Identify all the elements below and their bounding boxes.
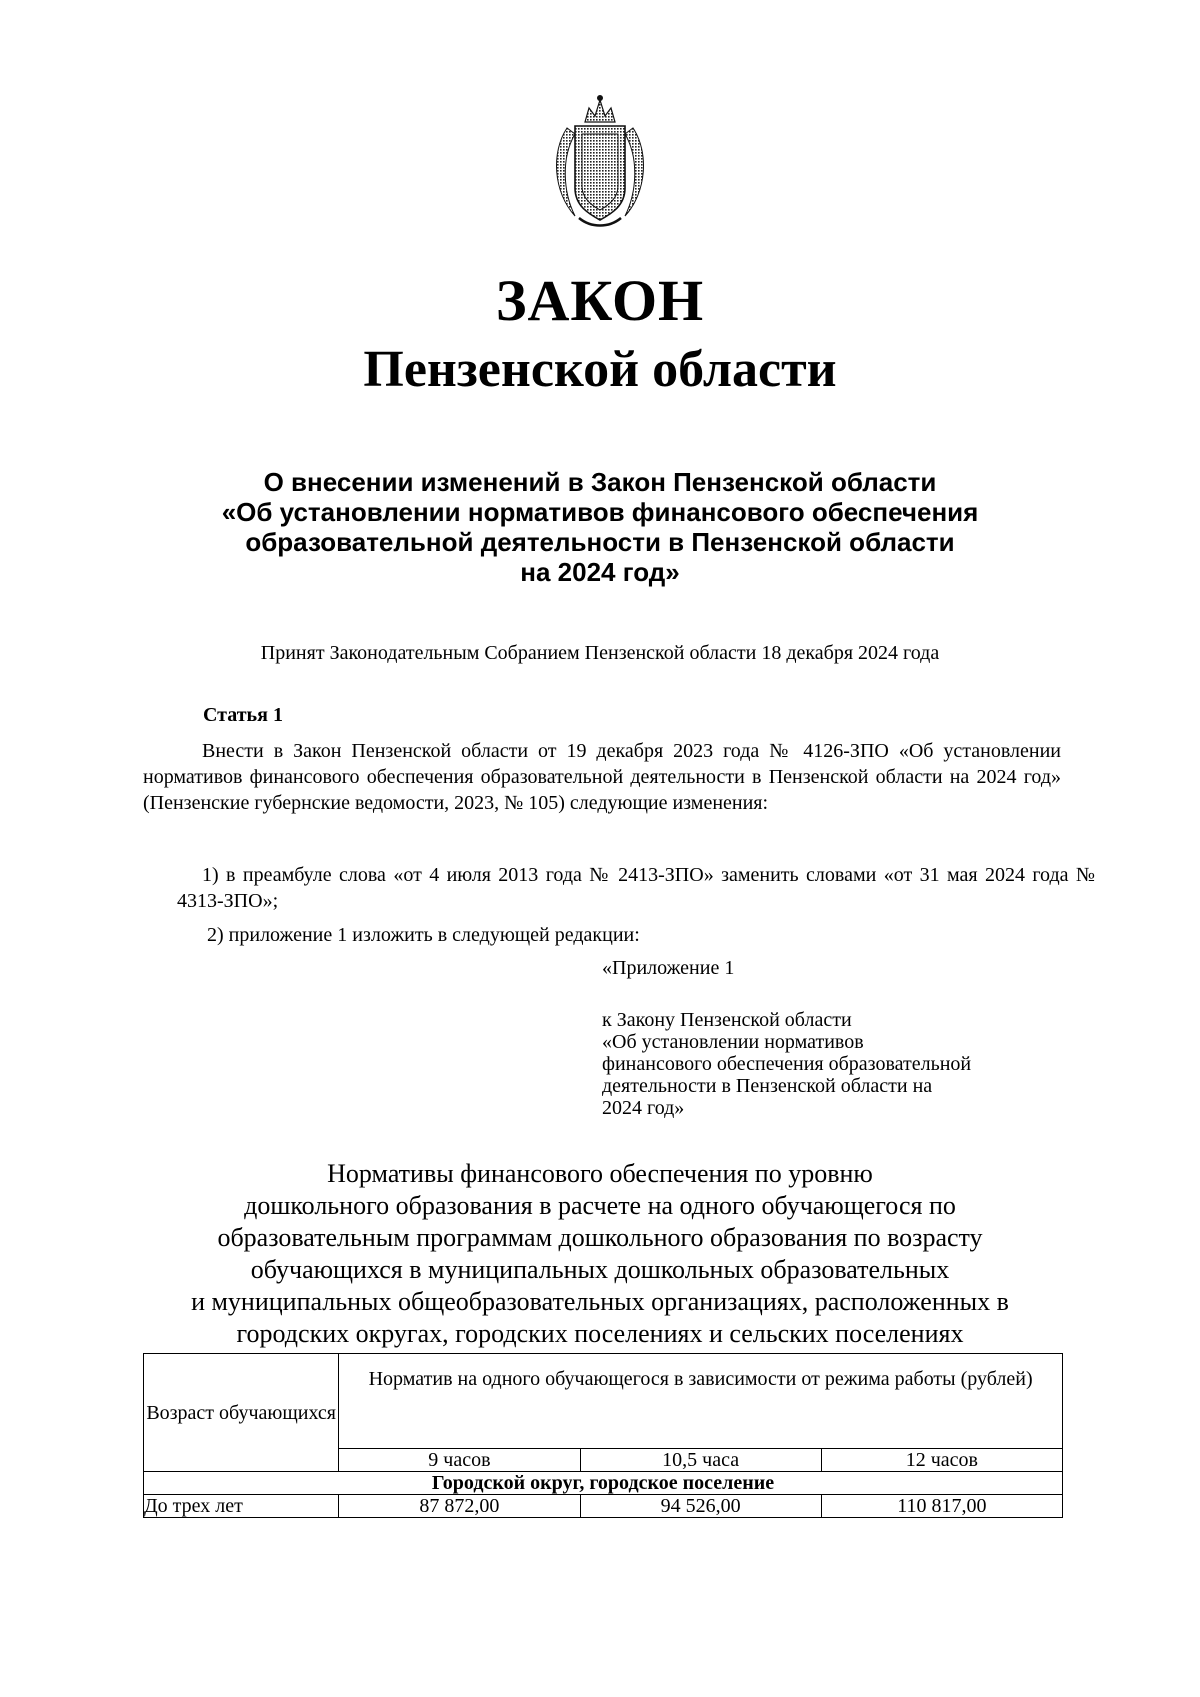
header-mode-10-5h: 10,5 часа (580, 1449, 821, 1472)
header-age: Возраст обучающихся (144, 1354, 339, 1472)
cell-age: До трех лет (144, 1495, 339, 1518)
appendix-label: «Приложение 1 (602, 957, 735, 979)
norms-title-line: обучающихся в муниципальных дошкольных образовательных (250, 1255, 950, 1284)
appendix-reference-line: к Закону Пензенской области (602, 1009, 852, 1031)
cell-value: 87 872,00 (339, 1495, 580, 1518)
article-intro-paragraph: Внести в Закон Пензенской области от 19 декабря 2023 года № 4126-ЗПО «Об установлении нормативов финансового обеспечения образовательной деятельности в Пензенской области на 2024 год» (Пензенские губернские ведомости, 2023, № 105) следующие изменения: (143, 740, 1061, 814)
appendix-reference-line: деятельности в Пензенской области на (602, 1075, 933, 1097)
header-norm: Норматив на одного обучающегося в зависимости от режима работы (рублей) (339, 1354, 1063, 1449)
subject-line: на 2024 год» (520, 557, 680, 587)
table-row (144, 1495, 1063, 1518)
article-heading: Статья 1 (203, 704, 283, 726)
amendment-item-2: 2) приложение 1 изложить в следующей редакции: (207, 924, 640, 946)
subject-line: образовательной деятельности в Пензенской области (245, 527, 955, 557)
appendix-reference-line: «Об установлении нормативов (602, 1031, 864, 1053)
subject-line: «Об установлении нормативов финансового обеспечения (221, 497, 979, 527)
document-title: ЗАКОН (495, 268, 705, 333)
norms-title-line: образовательным программам дошкольного образования по возрасту (217, 1223, 983, 1252)
appendix-reference-line: финансового обеспечения образовательной (602, 1053, 972, 1075)
cell-value: 94 526,00 (580, 1495, 821, 1518)
adoption-note: Принят Законодательным Собранием Пензенской области 18 декабря 2024 года (260, 642, 940, 664)
norms-title-line: Нормативы финансового обеспечения по уровню (327, 1159, 873, 1188)
norms-title-line: и муниципальных общеобразовательных организациях, расположенных в (191, 1287, 1009, 1316)
cell-value: 110 817,00 (821, 1495, 1062, 1518)
section-row-urban: Городской округ, городское поселение (144, 1472, 1063, 1495)
norms-title-line: дошкольного образования в расчете на одного обучающегося по (244, 1191, 956, 1220)
law-subject (150, 467, 1050, 587)
appendix-reference (602, 1009, 1062, 1119)
norms-table-title (140, 1158, 1060, 1350)
norms-title-line: городских округах, городских поселениях и сельских поселениях (236, 1319, 964, 1348)
appendix-reference-line: 2024 год» (602, 1097, 685, 1119)
coat-of-arms-emblem (545, 92, 655, 232)
header-mode-12h: 12 часов (821, 1449, 1062, 1472)
document-region: Пензенской области (363, 341, 837, 398)
header-mode-9h: 9 часов (339, 1449, 580, 1472)
norms-table (143, 1353, 1063, 1518)
subject-line: О внесении изменений в Закон Пензенской области (263, 467, 937, 497)
amendment-item-1: 1) в преамбуле слова «от 4 июля 2013 года № 2413-ЗПО» заменить словами «от 31 мая 2024 года № 4313-ЗПО»; (177, 864, 1095, 912)
